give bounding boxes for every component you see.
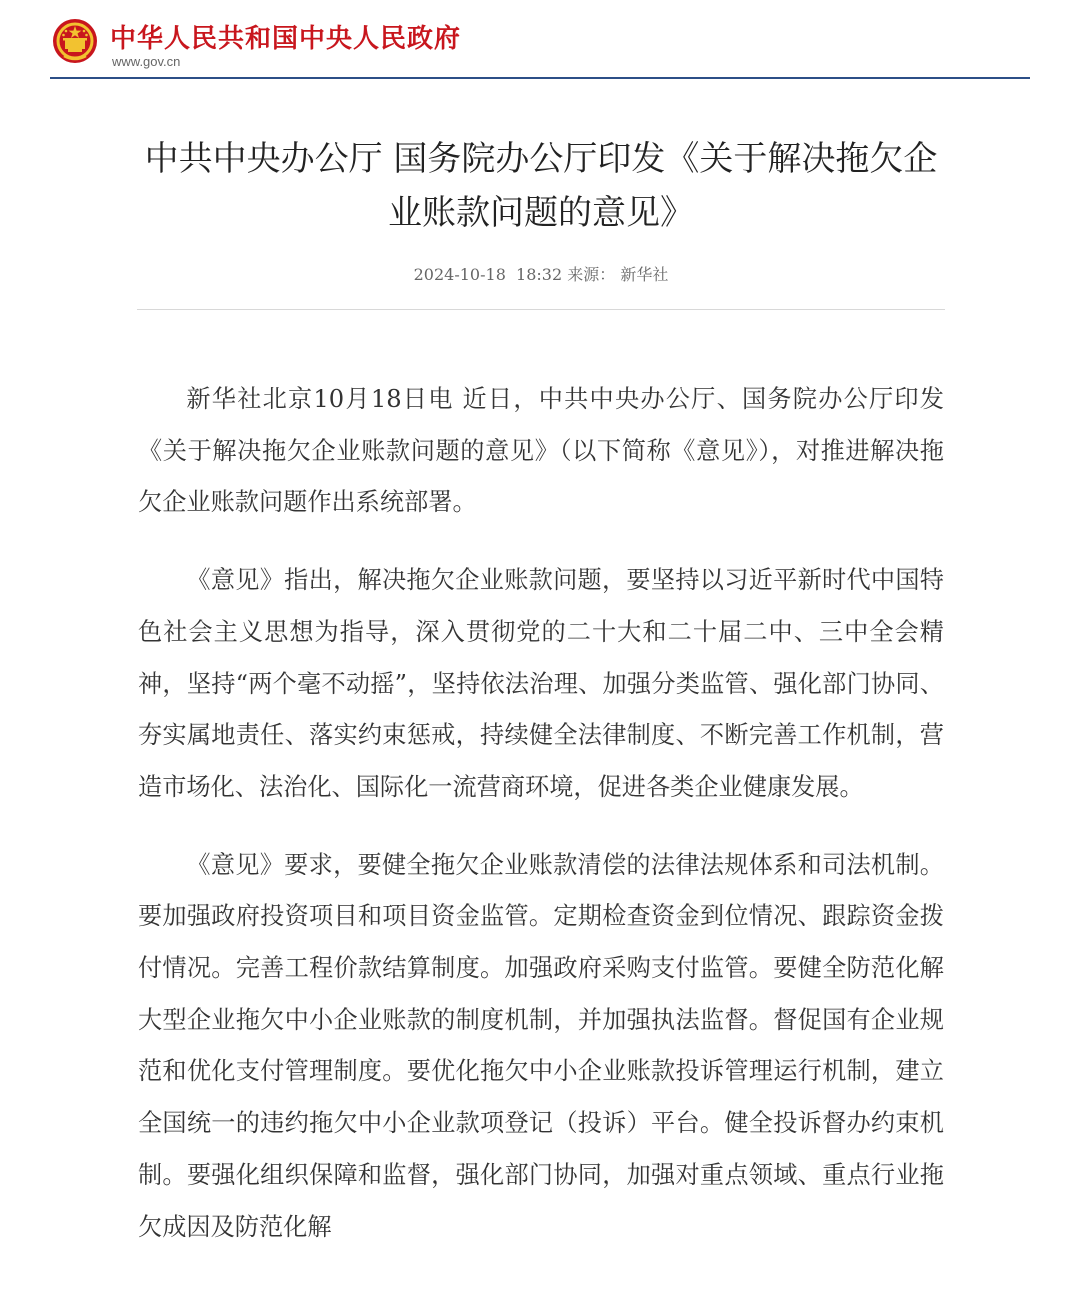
article-body (138, 374, 944, 1279)
site-header (50, 14, 1030, 78)
meta-divider (137, 309, 945, 310)
paragraph-2: 《意见》指出，解决拖欠企业账款问题，要坚持以习近平新时代中国特色社会主义思想为指导，深入贯彻党的二十大和二十届二中、三中全会精神，坚持“两个毫不动摇”，坚持依法治理、加强分类监管、强化部门协同、夯实属地责任、落实约束惩戒，持续健全法律制度、不断完善工作机制，营造市场化、法治化、国际化一流营商环境，促进各类企业健康发展。 (138, 566, 944, 801)
publish-time: 18:32 (516, 265, 563, 284)
national-emblem-icon[interactable] (52, 18, 98, 64)
publish-date: 2024-10-18 (413, 265, 506, 284)
header-divider (50, 77, 1030, 79)
paragraph-3: 《意见》要求，要健全拖欠企业账款清偿的法律法规体系和司法机制。要加强政府投资项目和项目资金监管。定期检查资金到位情况、跟踪资金拨付情况。完善工程价款结算制度。加强政府采购支付监管。要健全防范化解大型企业拖欠中小企业账款的制度机制，并加强执法监督。督促国有企业规范和优化支付管理制度。要优化拖欠中小企业账款投诉管理运行机制，建立全国统一的违约拖欠中小企业款项登记（投诉）平台。健全投诉督办约束机制。要强化组织保障和监督，强化部门协同，加强对重点领域、重点行业拖欠成因及防范化解 (138, 850, 944, 1241)
paragraph-1: 新华社北京10月18日电 近日，中共中央办公厅、国务院办公厅印发《关于解决拖欠企业账款问题的意见》（以下简称《意见》），对推进解决拖欠企业账款问题作出系统部署。 (138, 385, 944, 517)
source-label: 来源： (567, 265, 616, 284)
site-name[interactable]: 中华人民共和国中央人民政府 (110, 24, 462, 54)
article-meta (137, 262, 945, 285)
article-title: 中共中央办公厅 国务院办公厅印发《关于解决拖欠企业账款问题的意见》 (144, 139, 938, 233)
source-name: 新华社 (620, 265, 669, 284)
site-url[interactable]: www.gov.cn (112, 54, 181, 69)
